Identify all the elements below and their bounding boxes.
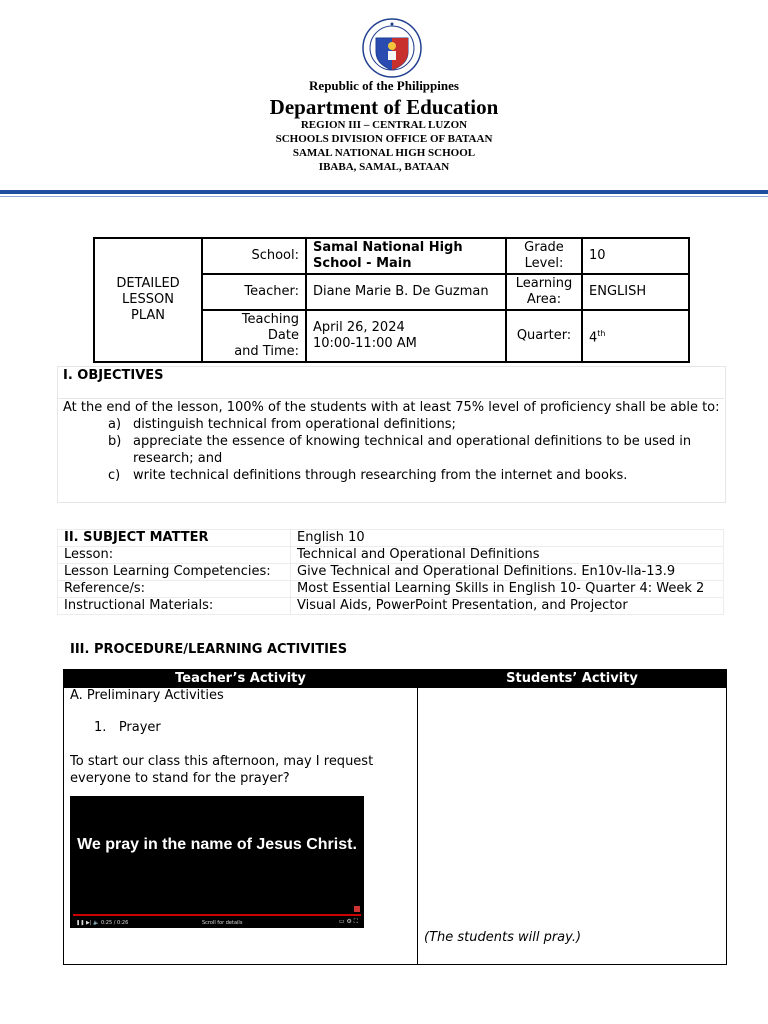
procedure-heading: III. PROCEDURE/LEARNING ACTIVITIES xyxy=(70,642,348,657)
next-icon[interactable]: ▶| xyxy=(85,920,92,926)
republic-line: Republic of the Philippines xyxy=(309,78,459,93)
pause-icon[interactable]: ❚❚ xyxy=(76,920,85,926)
quarter-value: 4th xyxy=(582,310,689,362)
objectives-heading: I. OBJECTIVES xyxy=(63,368,164,383)
grade-label: Grade Level: xyxy=(506,238,582,274)
list-item: b) appreciate the essence of knowing technical and operational definitions to be used in research; and xyxy=(108,434,692,466)
objectives-intro: At the end of the lesson, 100% of the students with at least 75% level of proficiency shall be able to: xyxy=(63,400,720,415)
area-label: Learning Area: xyxy=(506,274,582,310)
area-value: ENGLISH xyxy=(582,274,689,310)
teacher-label: Teacher: xyxy=(202,274,306,310)
table-row: II. SUBJECT MATTER English 10 xyxy=(58,530,724,547)
prayer-step: 1. Prayer xyxy=(94,720,161,735)
department-title: Department of Education xyxy=(269,95,499,119)
teacher-activity-header: Teacher’s Activity xyxy=(175,671,306,686)
school-label: School: xyxy=(202,238,306,274)
header-divider xyxy=(0,190,768,194)
school-value: Samal National High School - Main xyxy=(306,238,506,274)
table-row: Instructional Materials: Visual Aids, PowerPoint Presentation, and Projector xyxy=(58,598,724,615)
video-right-controls xyxy=(339,918,358,926)
address-line: IBABA, SAMAL, BATAAN xyxy=(318,161,450,173)
prayer-video[interactable] xyxy=(70,796,364,928)
quarter-label: Quarter: xyxy=(506,310,582,362)
scroll-hint: Scroll for details xyxy=(202,920,243,926)
column-divider xyxy=(417,688,418,964)
fullscreen-icon[interactable]: ⛶ xyxy=(353,918,358,925)
header-divider-thin xyxy=(0,196,768,197)
lesson-info-table xyxy=(93,237,690,363)
date-label: Teaching Date and Time: xyxy=(202,310,306,362)
region-line: REGION III – CENTRAL LUZON xyxy=(300,119,468,131)
subject-matter-heading: II. SUBJECT MATTER xyxy=(58,530,291,547)
list-item: a) distinguish technical from operational definitions; xyxy=(108,417,456,432)
captions-icon[interactable]: ▭ xyxy=(338,918,345,925)
settings-icon[interactable]: ⚙ xyxy=(346,918,352,925)
school-line: SAMAL NATIONAL HIGH SCHOOL xyxy=(292,147,476,159)
objectives-list xyxy=(108,416,698,484)
video-controls xyxy=(76,920,128,926)
list-item: c) write technical definitions through researching from the internet and books. xyxy=(108,468,628,483)
deped-seal-icon xyxy=(362,18,422,78)
video-caption: We pray in the name of Jesus Christ. xyxy=(77,836,357,853)
objectives-separator xyxy=(57,398,724,399)
division-line: SCHOOLS DIVISION OFFICE OF BATAAN xyxy=(275,133,493,145)
preliminary-label: A. Preliminary Activities xyxy=(70,688,224,703)
volume-icon[interactable]: 🔈 xyxy=(93,920,100,926)
student-activity-header: Students’ Activity xyxy=(506,671,638,686)
teacher-value: Diane Marie B. De Guzman xyxy=(306,274,506,310)
subject-matter-table xyxy=(57,529,724,615)
prayer-request: To start our class this afternoon, may I request everyone to stand for the prayer? xyxy=(70,754,374,786)
student-response: (The students will pray.) xyxy=(424,930,582,945)
grade-value: 10 xyxy=(582,238,689,274)
table-row: Lesson Learning Competencies: Give Technical and Operational Definitions. En10v-lla-13.9 xyxy=(58,564,724,581)
table-row: Lesson: Technical and Operational Definitions xyxy=(58,547,724,564)
channel-logo-icon xyxy=(354,906,360,912)
table-row: Reference/s: Most Essential Learning Skills in English 10- Quarter 4: Week 2 xyxy=(58,581,724,598)
plan-type-cell: DETAILED LESSON PLAN xyxy=(94,238,202,362)
date-value: April 26, 2024 10:00-11:00 AM xyxy=(306,310,506,362)
video-progress-bar[interactable] xyxy=(73,914,361,916)
activity-table-header xyxy=(64,670,726,688)
video-time: 0:25 / 0:26 xyxy=(100,920,129,926)
